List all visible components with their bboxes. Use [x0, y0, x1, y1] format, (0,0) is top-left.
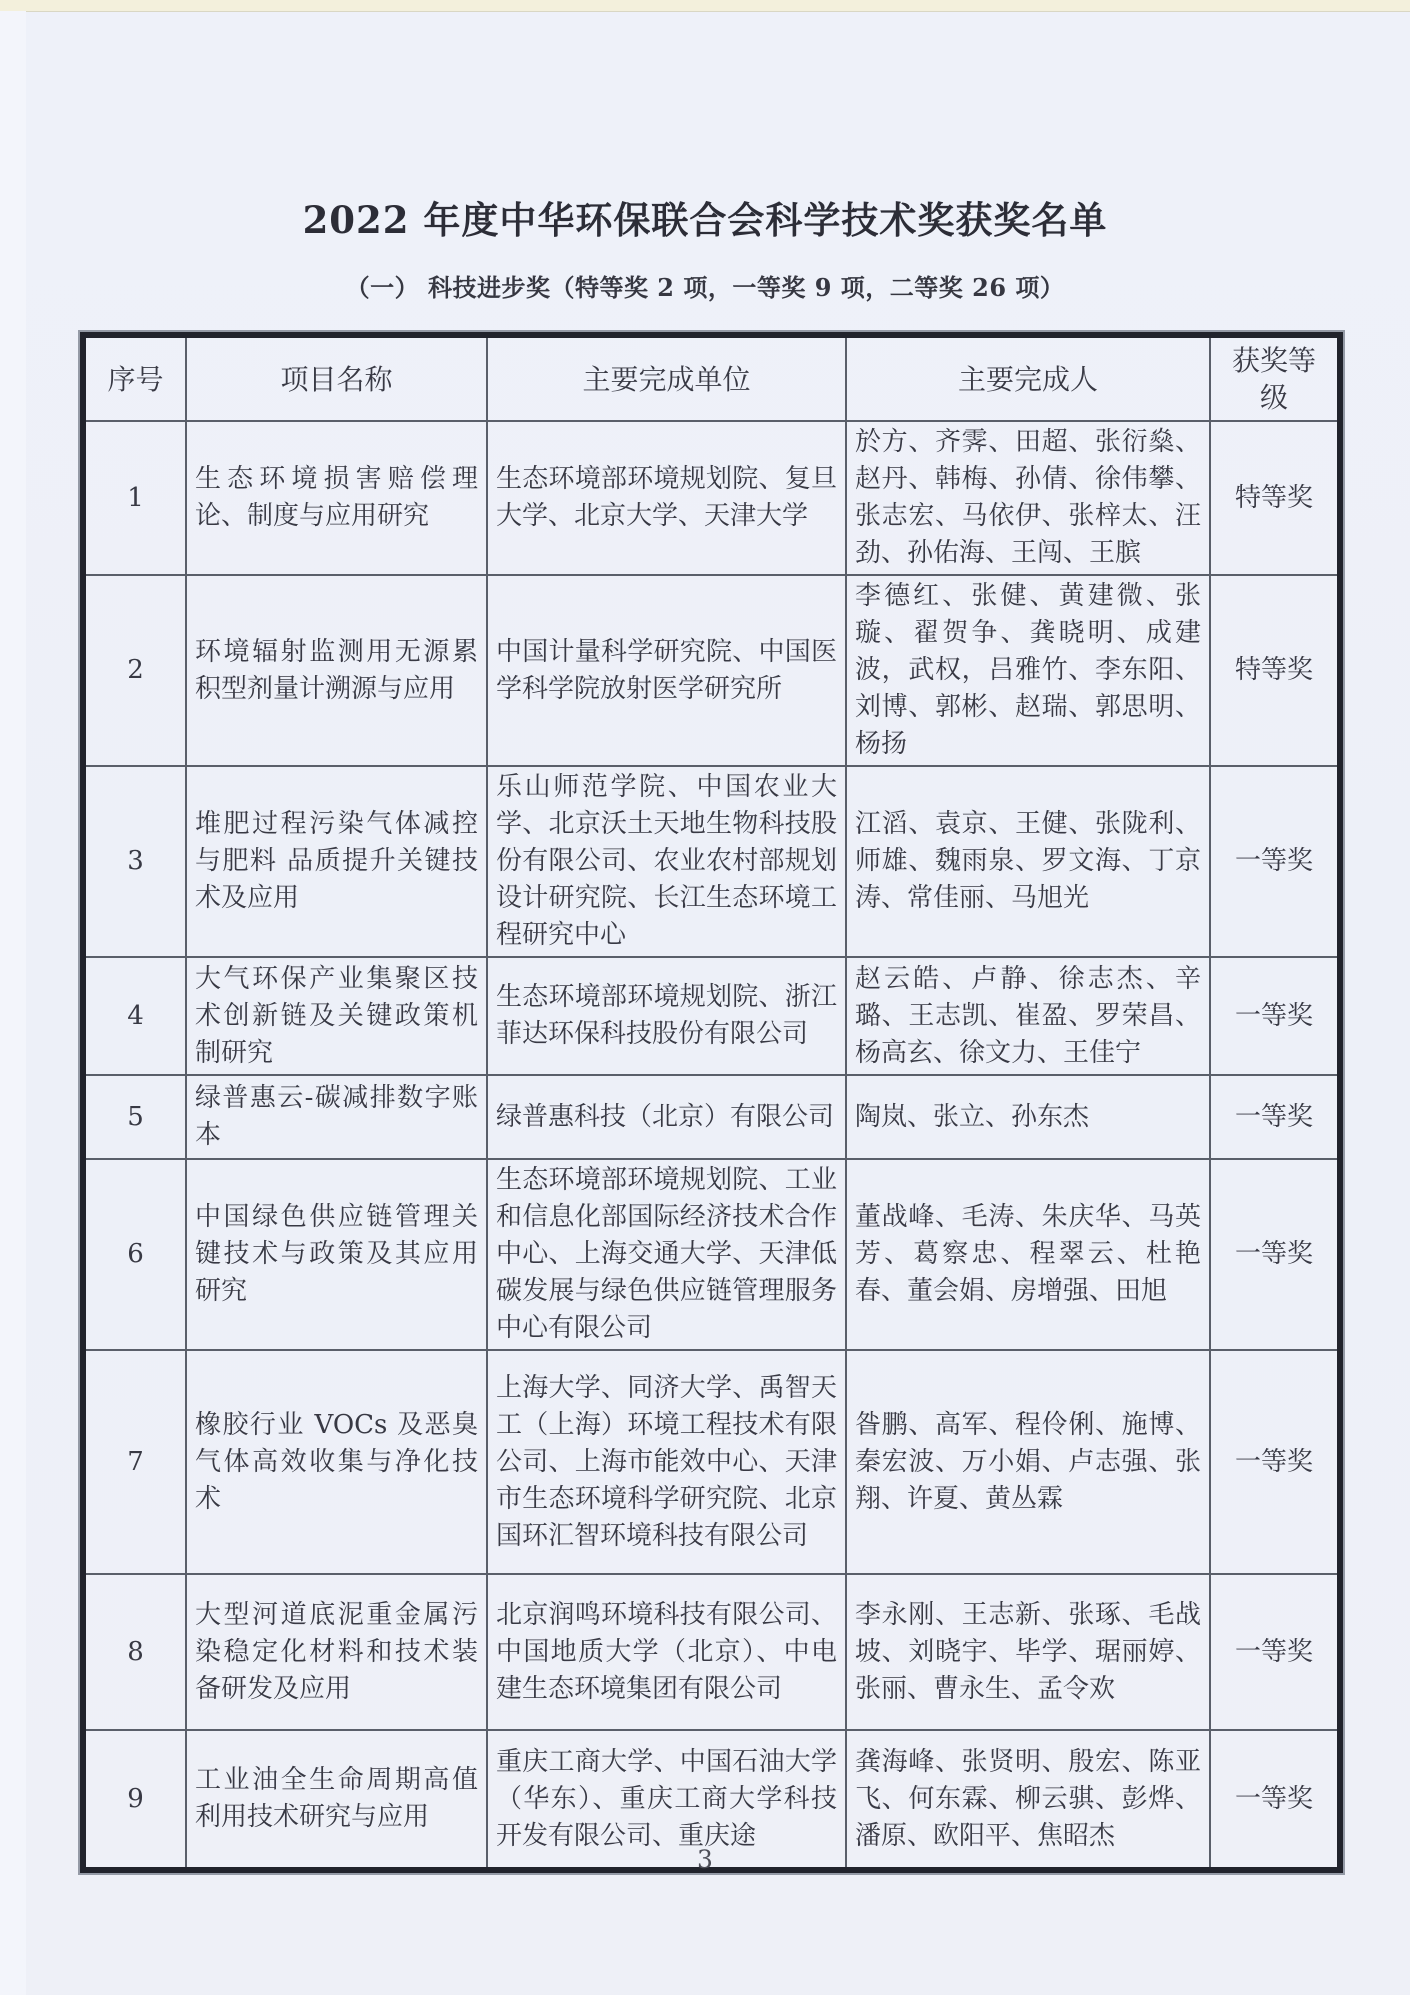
table-row [83, 957, 1340, 1075]
table-body [83, 421, 1340, 1870]
grade-cell: 一等奖 [1210, 766, 1340, 957]
page-number: 3 [697, 1845, 713, 1874]
grade-cell: 特等奖 [1210, 421, 1340, 575]
header-row [83, 335, 1340, 421]
serial-cell: 7 [83, 1350, 186, 1574]
project-name-cell: 大型河道底泥重金属污染稳定化材料和技术装备研发及应用 [186, 1574, 487, 1730]
project-name-cell: 环境辐射监测用无源累积型剂量计溯源与应用 [186, 575, 487, 766]
project-name-cell: 绿普惠云-碳减排数字账本 [186, 1075, 487, 1159]
units-cell: 乐山师范学院、中国农业大学、北京沃土天地生物科技股份有限公司、农业农村部规划设计研究院、长江生态环境工程研究中心 [487, 766, 846, 957]
people-cell: 昝鹏、高军、程伶俐、施博、秦宏波、万小娟、卢志强、张翔、许夏、黄丛霖 [846, 1350, 1210, 1574]
header-grade: 获奖等级 [1210, 335, 1340, 421]
scan-left-edge [0, 11, 26, 1995]
serial-cell: 3 [83, 766, 186, 957]
project-name-cell: 工业油全生命周期高值利用技术研究与应用 [186, 1730, 487, 1870]
grade-cell: 一等奖 [1210, 1159, 1340, 1350]
people-cell: 李德红、张健、黄建微、张璇、翟贺争、龚晓明、成建波，武权，吕雅竹、李东阳、刘博、郭彬、赵瑞、郭思明、杨扬 [846, 575, 1210, 766]
grade-cell: 特等奖 [1210, 575, 1340, 766]
project-name-cell: 大气环保产业集聚区技术创新链及关键政策机制研究 [186, 957, 487, 1075]
table-row [83, 1159, 1340, 1350]
project-name-cell: 中国绿色供应链管理关键技术与政策及其应用研究 [186, 1159, 487, 1350]
grade-cell: 一等奖 [1210, 1075, 1340, 1159]
serial-cell: 2 [83, 575, 186, 766]
units-cell: 中国计量科学研究院、中国医学科学院放射医学研究所 [487, 575, 846, 766]
people-cell: 龚海峰、张贤明、殷宏、陈亚飞、何东霖、柳云骐、彭烨、潘原、欧阳平、焦昭杰 [846, 1730, 1210, 1870]
project-name-cell: 橡胶行业 VOCs 及恶臭气体高效收集与净化技术 [186, 1350, 487, 1574]
table-row [83, 1075, 1340, 1159]
header-units: 主要完成单位 [487, 335, 846, 421]
units-cell: 生态环境部环境规划院、工业和信息化部国际经济技术合作中心、上海交通大学、天津低碳发展与绿色供应链管理服务中心有限公司 [487, 1159, 846, 1350]
people-cell: 赵云皓、卢静、徐志杰、辛璐、王志凯、崔盈、罗荣昌、杨高玄、徐文力、王佳宁 [846, 957, 1210, 1075]
units-cell: 重庆工商大学、中国石油大学（华东）、重庆工商大学科技开发有限公司、重庆途 [487, 1730, 846, 1870]
grade-cell: 一等奖 [1210, 1350, 1340, 1574]
table-row [83, 575, 1340, 766]
project-name-cell: 堆肥过程污染气体减控与肥料 品质提升关键技术及应用 [186, 766, 487, 957]
header-serial: 序号 [83, 335, 186, 421]
people-cell: 於方、齐霁、田超、张衍燊、赵丹、韩梅、孙倩、徐伟攀、张志宏、马依伊、张梓太、汪劲、孙佑海、王闯、王膑 [846, 421, 1210, 575]
people-cell: 李永刚、王志新、张琢、毛战坡、刘晓宇、毕学、琚丽婷、张丽、曹永生、孟令欢 [846, 1574, 1210, 1730]
award-table [80, 332, 1343, 1873]
serial-cell: 5 [83, 1075, 186, 1159]
grade-cell: 一等奖 [1210, 1730, 1340, 1870]
page-title: 2022 年度中华环保联合会科学技术奖获奖名单 [302, 198, 1108, 242]
serial-cell: 6 [83, 1159, 186, 1350]
project-name-cell: 生态环境损害赔偿理论、制度与应用研究 [186, 421, 487, 575]
page-subtitle: （一） 科技进步奖（特等奖 2 项，一等奖 9 项，二等奖 26 项） [345, 273, 1065, 302]
grade-cell: 一等奖 [1210, 957, 1340, 1075]
serial-cell: 4 [83, 957, 186, 1075]
serial-cell: 8 [83, 1574, 186, 1730]
units-cell: 上海大学、同济大学、禹智天工（上海）环境工程技术有限公司、上海市能效中心、天津市生态环境科学研究院、北京国环汇智环境科技有限公司 [487, 1350, 846, 1574]
scan-edge-strip [0, 0, 1410, 12]
serial-cell: 1 [83, 421, 186, 575]
units-cell: 北京润鸣环境科技有限公司、中国地质大学（北京）、中电建生态环境集团有限公司 [487, 1574, 846, 1730]
units-cell: 绿普惠科技（北京）有限公司 [487, 1075, 846, 1159]
table-row [83, 1350, 1340, 1574]
people-cell: 董战峰、毛涛、朱庆华、马英芳、葛察忠、程翠云、杜艳春、董会娟、房增强、田旭 [846, 1159, 1210, 1350]
header-people: 主要完成人 [846, 335, 1210, 421]
table-row [83, 1574, 1340, 1730]
units-cell: 生态环境部环境规划院、浙江菲达环保科技股份有限公司 [487, 957, 846, 1075]
people-cell: 陶岚、张立、孙东杰 [846, 1075, 1210, 1159]
units-cell: 生态环境部环境规划院、复旦大学、北京大学、天津大学 [487, 421, 846, 575]
people-cell: 江滔、袁京、王健、张陇利、师雄、魏雨泉、罗文海、丁京涛、常佳丽、马旭光 [846, 766, 1210, 957]
serial-cell: 9 [83, 1730, 186, 1870]
table-row [83, 766, 1340, 957]
grade-cell: 一等奖 [1210, 1574, 1340, 1730]
table-header [83, 335, 1340, 421]
header-project-name: 项目名称 [186, 335, 487, 421]
table-row [83, 421, 1340, 575]
